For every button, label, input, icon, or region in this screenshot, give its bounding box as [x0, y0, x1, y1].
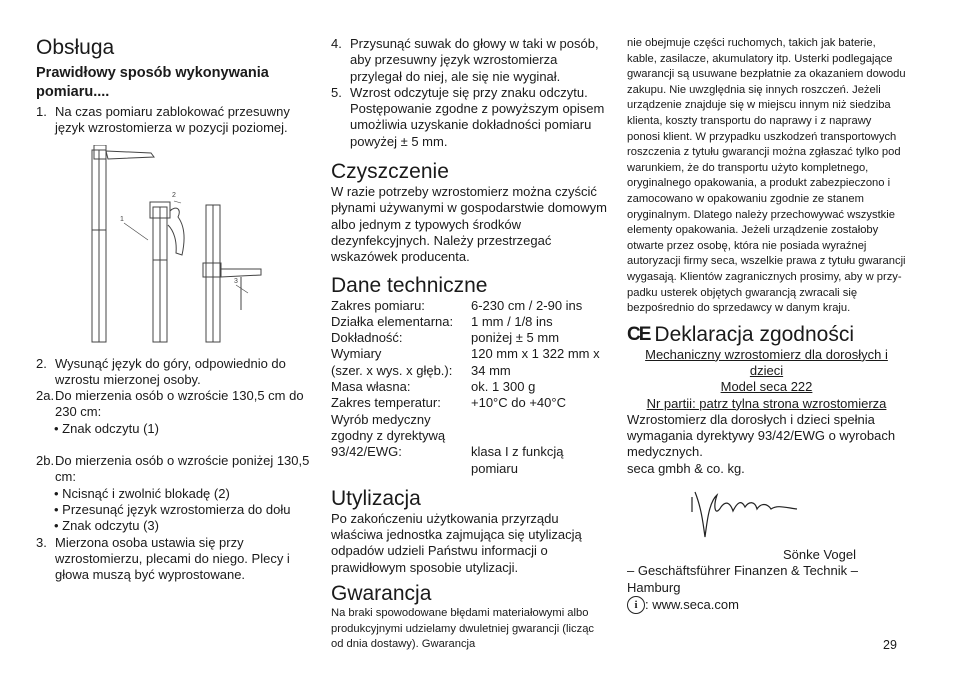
spec-value [471, 412, 607, 428]
warranty-continued: nie obejmuje części ruchomych, takich jak baterie, kable, zasilacze, akumulatory itp. Usterki podlegające gwarancji są usuwane bezpłatnie za okazaniem dowodu zakupu. Nie uwzględnia się innych roszczeń. Jeżeli urządzenie znajduje się w miejscu innym niż siedziba klienta, koszty transportu do naprawy i z naprawy ponosi klient. W przypadku uszkodzeń transportowych roszczenia z tytułu gwarancji można zgłaszać tylko pod warunkiem, że do transportu użyto kompletnego, oryginalnego opakowania, a produkt zabezpieczono i zamocowano w opakowaniu zgodnie ze stanem oryginalnym. Dlatego należy przechowywać wszystkie elementy opakowania. Jeżeli urządzenie zostałoby otwarte przez osobę, która nie posiada wyraźnej autoryzacji firmy seca, wszelkie prawa z tytułu gwarancji wygasają. Klientów zagranicznych prosimy, aby w przypadku usterek objętych gwarancją zwracali się bezpośrednio do sprzedawcy w danym kraju. [627, 37, 906, 315]
figure-label-1: 1 [120, 215, 124, 223]
heading-conformity: Deklaracja zgodności [654, 322, 855, 346]
ce-mark-icon: CE [627, 323, 650, 345]
step-2b-bullet-1: • Ncisnąć i zwolnić blokadę (2) [54, 485, 230, 501]
conformity-model: Model seca 222 [720, 379, 813, 395]
spec-key: Wyrób medyczny [331, 411, 431, 427]
subheading-procedure: Prawidłowy sposób wykonywania pomiaru.... [36, 65, 269, 100]
spec-key: Zakres temperatur: [331, 395, 441, 411]
spec-value: 1 mm / 1/8 ins [471, 313, 553, 329]
signature-image [687, 477, 817, 547]
spec-key: Zakres pomiaru: [331, 297, 425, 313]
heading-obsluga: Obsługa [36, 36, 115, 59]
heading-warranty: Gwarancja [331, 582, 432, 606]
spec-value: poniżej ± 5 mm [471, 330, 560, 346]
company-name: seca gmbh & co. kg. [627, 460, 745, 476]
spec-key: Masa własna: [331, 379, 411, 395]
spec-key: zgodny z dyrektywą [331, 427, 446, 443]
column-cleaning-specs [331, 36, 607, 653]
website-row [627, 596, 906, 614]
step-2b-bullet-3: • Znak odczytu (3) [54, 518, 159, 534]
step-2b-bullet-2: • Przesunąć język wzrostomierza do dołu [54, 501, 291, 517]
signer-name: Sönke Vogel [782, 547, 856, 563]
conformity-product: Mechaniczny wzrostomierz dla dorosłych i dzieci [645, 346, 888, 378]
spec-key: Dokładność: [331, 330, 403, 346]
spec-value: 6-230 cm / 2-90 ins [471, 297, 583, 313]
figure-label-2: 2 [172, 191, 176, 199]
spec-key: (szer. x wys. x głęb.): [331, 362, 453, 378]
step-2a-bullet-1: • Znak odczytu (1) [54, 420, 159, 436]
step-2a: 2a. Do mierzenia osób o wzroście 130,5 cm do 230 cm: [36, 388, 304, 420]
spec-value: ok. 1 300 g [471, 379, 536, 395]
column-operation [36, 36, 310, 583]
step-2b: 2b. Do mierzenia osób o wzroście poniżej 130,5 cm: [36, 453, 310, 485]
spec-key: Wymiary [331, 346, 382, 362]
step-1: 1. Na czas pomiaru zablokować przesuwny język wzrostomierza w pozycji poziomej. [36, 104, 290, 136]
cleaning-text: W razie potrzeby wzrostomierz można czyścić płynami używanymi w gospodarstwie domowym albo jednym z typowych środków dezynfekcyjnych. Należy przestrzegać wskazówek producenta. [331, 184, 607, 265]
spec-value [471, 428, 607, 444]
warranty-text: Na braki spowodowane błędami materiałowymi albo produkcyjnymi udzielamy dwuletniej gwarancji (licząc od dnia dostawy). Gwarancja [331, 607, 595, 651]
step-4: 4. Przysunąć suwak do głowy w taki w posób, aby przesuwny język wzrostomierza przylegał do niej, ale się nie wyginał. [331, 36, 599, 84]
conformity-heading-row [627, 323, 906, 347]
step-5: 5. Wzrost odczytuje się przy znaku odczytu. Postępowanie zgodne z powyższym opisem umożliwia uzyskanie dokładności pomiaru powyżej ± 5 mm. [331, 84, 605, 149]
conformity-text: Wzrostomierz dla dorosłych i dzieci spełnia wymagania dyrektywy 93/42/EWG o wyrobach medycznych. [627, 411, 896, 460]
figure-label-3: 3 [234, 277, 238, 285]
website: : www.seca.com [645, 596, 739, 612]
page-number: 29 [883, 638, 897, 652]
signer-title: – Geschäftsführer Finanzen & Technik – Hamburg [627, 563, 858, 595]
spec-value: 34 mm [471, 362, 511, 378]
spec-value: 120 mm x 1 322 mm x [471, 346, 600, 362]
disposal-text: Po zakończeniu użytkowania przyrządu właściwa jednostka zajmująca się utylizacją odpadów udzieli Państwu informacji o prawidłowym sposobie utylizacji. [331, 510, 582, 575]
heading-disposal: Utylizacja [331, 486, 421, 510]
spec-key: Działka elementarna: [331, 313, 454, 329]
step-3: 3. Mierzona osoba ustawia się przy wzrostomierzu, plecami do niego. Plecy i głowa muszą być wyprostowane. [36, 534, 290, 583]
info-icon: i [627, 596, 645, 614]
spec-value: +10°C do +40°C [471, 395, 566, 411]
spec-value: klasa I z funkcją [471, 444, 564, 460]
heading-technical-data: Dane techniczne [331, 273, 488, 297]
spec-table [331, 298, 607, 477]
heading-cleaning: Czyszczenie [331, 160, 449, 184]
conformity-batch: Nr partii: patrz tylna strona wzrostomierza [646, 395, 887, 411]
spec-value: pomiaru [471, 460, 518, 476]
step-2: 2. Wysunąć język do góry, odpowiednio do wzrostu mierzonej osoby. [36, 355, 286, 387]
spec-key [331, 461, 471, 477]
spec-key: 93/42/EWG: [331, 444, 402, 460]
column-warranty-conformity [627, 36, 906, 614]
stadiometer-illustration [36, 145, 266, 345]
